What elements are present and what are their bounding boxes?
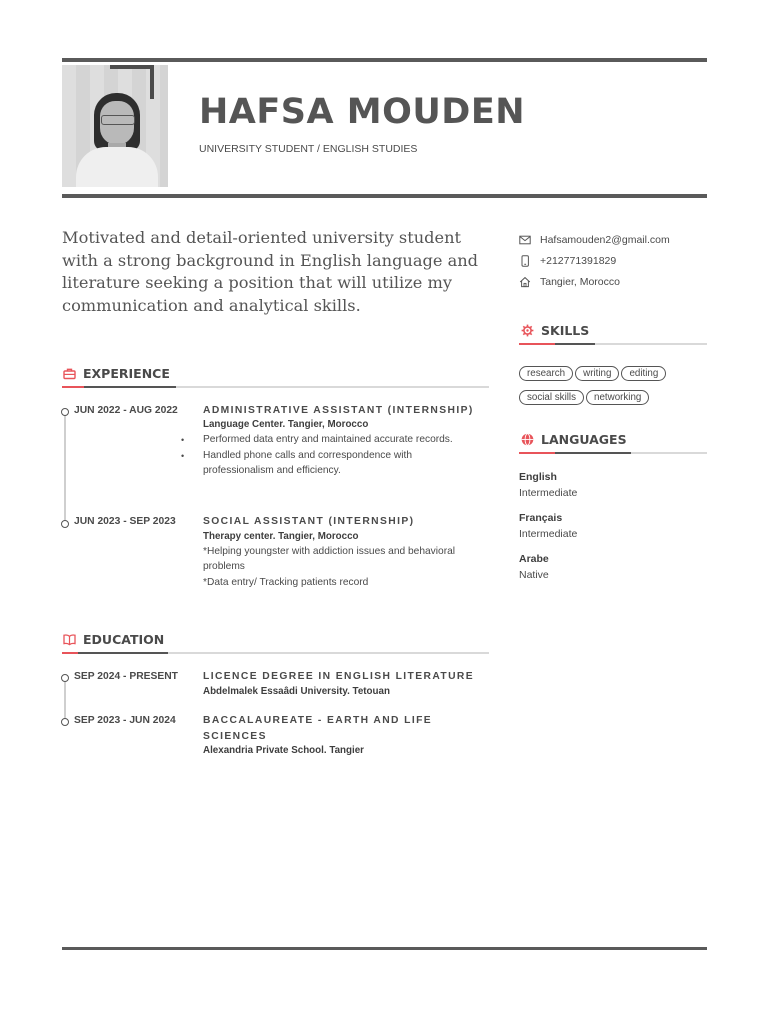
education-title: LICENCE DEGREE IN ENGLISH LITERATURE (203, 671, 475, 682)
job-description-line: *Helping youngster with addiction issues and behavioral problems (203, 546, 456, 572)
skill-pill: networking (586, 390, 649, 405)
languages-underline (519, 452, 707, 454)
education-timeline (64, 678, 66, 722)
education-underline (62, 652, 489, 654)
job-organization: Therapy center. Tangier, Morocco (203, 531, 359, 542)
experience-timeline (64, 412, 66, 524)
job-dates: JUN 2023 - SEP 2023 (74, 516, 176, 527)
education-dates: SEP 2023 - JUN 2024 (74, 715, 176, 726)
language-name: Arabe (519, 553, 549, 565)
contact-phone-text: +212771391829 (540, 255, 617, 268)
timeline-dot (61, 674, 69, 682)
education-institution: Abdelmalek Essaâdi University. Tetouan (203, 686, 390, 697)
job-title: ADMINISTRATIVE ASSISTANT (INTERNSHIP) (203, 405, 474, 416)
timeline-dot (61, 408, 69, 416)
briefcase-icon (63, 367, 76, 380)
skill-pill: research (519, 366, 573, 381)
phone-icon (519, 255, 531, 267)
skill-pill: social skills (519, 390, 584, 405)
gear-icon (521, 324, 534, 337)
book-icon (63, 633, 76, 646)
timeline-dot (61, 718, 69, 726)
skills-list (519, 361, 709, 409)
timeline-dot (61, 520, 69, 528)
experience-heading-text: EXPERIENCE (83, 366, 170, 381)
mail-icon (519, 234, 531, 246)
top-rule (62, 58, 707, 62)
contact-email-text: Hafsamouden2@gmail.com (540, 234, 670, 247)
contact-phone[interactable] (519, 255, 616, 267)
language-level: Intermediate (519, 528, 578, 540)
language-name: English (519, 471, 557, 483)
header-bottom-rule (62, 194, 707, 198)
education-institution: Alexandria Private School. Tangier (203, 745, 364, 756)
candidate-subtitle: UNIVERSITY STUDENT / ENGLISH STUDIES (199, 143, 418, 155)
globe-icon (521, 433, 534, 446)
profile-photo (62, 65, 168, 187)
profile-summary: Motivated and detail-oriented university student with a strong background in English language and literature seeking a position that will utilize my communication and analytical skills. (62, 228, 479, 315)
contact-location (519, 276, 620, 288)
skills-heading-text: SKILLS (541, 323, 590, 338)
education-heading-text: EDUCATION (83, 632, 165, 647)
skills-heading (521, 323, 589, 338)
job-organization: Language Center. Tangier, Morocco (203, 419, 369, 430)
education-title: BACCALAUREATE - EARTH AND LIFE SCIENCES (203, 715, 433, 742)
candidate-name: HAFSA MOUDEN (199, 92, 526, 132)
education-dates: SEP 2024 - PRESENT (74, 671, 178, 682)
job-bullet: • Handled phone calls and correspondence with professionalism and efficiency. (191, 449, 461, 478)
languages-heading-text: LANGUAGES (541, 432, 627, 447)
job-description-line: *Data entry/ Tracking patients record (203, 577, 369, 588)
skills-underline (519, 343, 707, 345)
languages-heading (521, 432, 627, 447)
skill-pill: editing (621, 366, 666, 381)
job-bullets (191, 433, 461, 480)
job-dates: JUN 2022 - AUG 2022 (74, 405, 178, 416)
skill-pill: writing (575, 366, 619, 381)
experience-underline (62, 386, 489, 388)
bottom-rule (62, 947, 707, 950)
contact-location-text: Tangier, Morocco (540, 276, 620, 289)
job-bullet: • Performed data entry and maintained accurate records. (191, 433, 461, 448)
language-level: Native (519, 569, 549, 581)
home-icon (519, 276, 531, 288)
language-level: Intermediate (519, 487, 578, 499)
language-name: Français (519, 512, 563, 524)
job-title: SOCIAL ASSISTANT (INTERNSHIP) (203, 516, 415, 527)
contact-email[interactable] (519, 234, 670, 246)
education-heading (63, 632, 164, 647)
experience-heading (63, 366, 170, 381)
